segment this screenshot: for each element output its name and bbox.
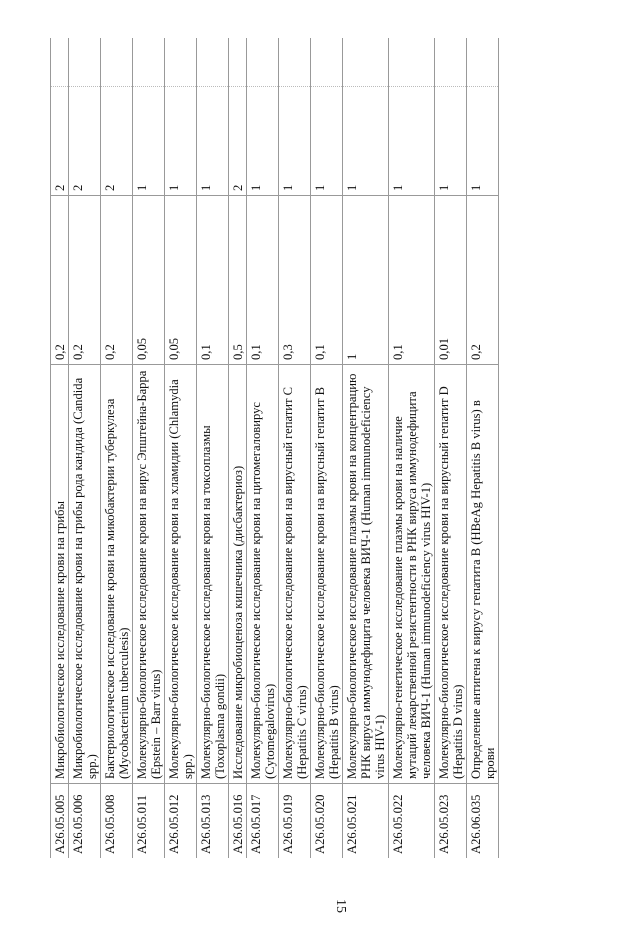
table-row [467, 38, 499, 858]
service-name: Молекулярно-генетическое исследование плазмы крови на наличие мутаций лекарственной резистентности в РНК вируса иммунодефицита человека ВИЧ-1 (Human immunodeficiency virus HIV-1) [389, 365, 435, 784]
service-name: Молекулярно-биологическое исследование крови на вирусный гепатит B (Hepatitis B virus) [311, 365, 343, 784]
service-name: Микробиологическое исследование крови на грибы рода кандида (Candida spp.) [69, 365, 101, 784]
empty-cell [101, 38, 133, 87]
empty-cell [197, 38, 229, 87]
service-code: A26.05.012 [165, 784, 197, 859]
frequency-coefficient: 0,5 [229, 196, 247, 365]
service-code: A26.05.005 [51, 784, 69, 859]
table-row [311, 38, 343, 858]
frequency-coefficient: 0,1 [247, 196, 279, 365]
empty-cell [311, 38, 343, 87]
table-row [101, 38, 133, 858]
service-code: A26.06.035 [467, 784, 499, 859]
service-code: A26.05.023 [435, 784, 467, 859]
service-name: Исследование микробиоценоза кишечника (дисбактериоз) [229, 365, 247, 784]
multiplicity: 2 [101, 87, 133, 196]
multiplicity: 1 [165, 87, 197, 196]
empty-cell [389, 38, 435, 87]
table-row [247, 38, 279, 858]
frequency-coefficient: 0,2 [467, 196, 499, 365]
service-name: Бактериологическое исследование крови на микобактерии туберкулеза (Mycobacterium tuberculesis) [101, 365, 133, 784]
empty-cell [435, 38, 467, 87]
service-code: A26.05.020 [311, 784, 343, 859]
table-row [133, 38, 165, 858]
frequency-coefficient: 1 [343, 196, 389, 365]
frequency-coefficient: 0,2 [51, 196, 69, 365]
service-name: Определение антигена к вирусу гепатита B (HBeAg Hepatitis B virus) в крови [467, 365, 499, 784]
service-code: A26.05.021 [343, 784, 389, 859]
multiplicity: 1 [389, 87, 435, 196]
multiplicity: 1 [343, 87, 389, 196]
rotated-table-area [50, 58, 560, 858]
frequency-coefficient: 0,3 [279, 196, 311, 365]
multiplicity: 2 [51, 87, 69, 196]
service-code: A26.05.013 [197, 784, 229, 859]
table-row [197, 38, 229, 858]
multiplicity: 1 [279, 87, 311, 196]
table-row [51, 38, 69, 858]
frequency-coefficient: 0,1 [311, 196, 343, 365]
service-name: Молекулярно-биологическое исследование крови на вирус Эпштейна-Барра (Epstein – Barr virus) [133, 365, 165, 784]
table-row [389, 38, 435, 858]
empty-cell [51, 38, 69, 87]
table-row [279, 38, 311, 858]
service-code: A26.05.016 [229, 784, 247, 859]
service-name: Молекулярно-биологическое исследование крови на хламидии (Chlamydia spp.) [165, 365, 197, 784]
frequency-coefficient: 0,05 [133, 196, 165, 365]
multiplicity: 1 [133, 87, 165, 196]
services-table [50, 38, 499, 858]
empty-cell [343, 38, 389, 87]
multiplicity: 2 [229, 87, 247, 196]
empty-cell [229, 38, 247, 87]
empty-cell [133, 38, 165, 87]
multiplicity: 1 [467, 87, 499, 196]
table-row [343, 38, 389, 858]
empty-cell [69, 38, 101, 87]
service-name: Молекулярно-биологическое исследование крови на вирусный гепатит C (Hepatitis C virus) [279, 365, 311, 784]
frequency-coefficient: 0,2 [101, 196, 133, 365]
service-name: Молекулярно-биологическое исследование плазмы крови на концентрацию РНК вируса иммунодефицита человека ВИЧ-1 (Human immunodeficiency virus HIV-1) [343, 365, 389, 784]
service-code: A26.05.019 [279, 784, 311, 859]
table-row [69, 38, 101, 858]
service-code: A26.05.022 [389, 784, 435, 859]
multiplicity: 1 [247, 87, 279, 196]
empty-cell [165, 38, 197, 87]
table-row [165, 38, 197, 858]
service-name: Молекулярно-биологическое исследование крови на цитомегаловирус (Cytomegalovirus) [247, 365, 279, 784]
service-code: A26.05.008 [101, 784, 133, 859]
multiplicity: 1 [435, 87, 467, 196]
service-code: A26.05.006 [69, 784, 101, 859]
page-number: 15 [333, 899, 348, 913]
multiplicity: 1 [197, 87, 229, 196]
service-name: Молекулярно-биологическое исследование крови на вирусный гепатит D (Hepatitis D virus) [435, 365, 467, 784]
empty-cell [279, 38, 311, 87]
frequency-coefficient: 0,1 [389, 196, 435, 365]
empty-cell [247, 38, 279, 87]
multiplicity: 1 [311, 87, 343, 196]
frequency-coefficient: 0,05 [165, 196, 197, 365]
table-body [51, 38, 499, 858]
empty-cell [467, 38, 499, 87]
multiplicity: 2 [69, 87, 101, 196]
frequency-coefficient: 0,01 [435, 196, 467, 365]
table-row [229, 38, 247, 858]
service-code: A26.05.017 [247, 784, 279, 859]
service-name: Молекулярно-биологическое исследование крови на токсоплазмы (Toxoplasma gondii) [197, 365, 229, 784]
table-row [435, 38, 467, 858]
frequency-coefficient: 0,2 [69, 196, 101, 365]
service-name: Микробиологическое исследование крови на грибы [51, 365, 69, 784]
service-code: A26.05.011 [133, 784, 165, 859]
frequency-coefficient: 0,1 [197, 196, 229, 365]
